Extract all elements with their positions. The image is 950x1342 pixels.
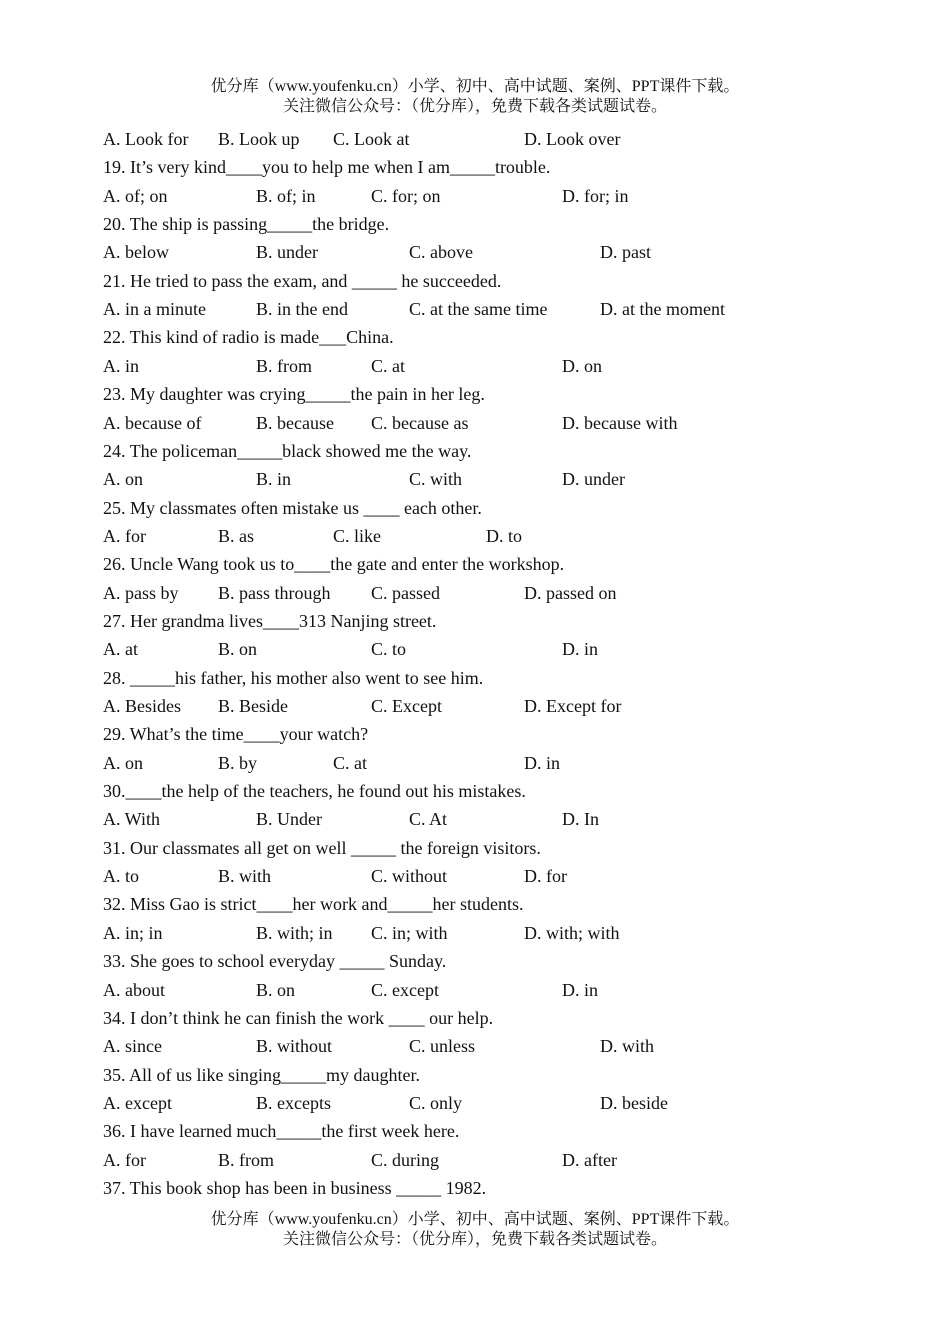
answer-option-d: D. Look over — [524, 129, 621, 149]
answer-option-a: A. Besides — [103, 696, 181, 716]
question-33 — [103, 947, 863, 975]
footer-line-1: 优分库（www.youfenku.cn）小学、初中、高中试题、案例、PPT课件下载。 — [210, 1211, 740, 1228]
answer-option-d: D. beside — [600, 1092, 668, 1113]
answer-option-a: A. about — [103, 979, 165, 1000]
answer-option-a: A. Look for — [103, 129, 189, 149]
question-24 — [103, 437, 863, 465]
options-row-q20 — [103, 238, 863, 266]
page-footer — [0, 1210, 950, 1250]
question-36 — [103, 1117, 863, 1145]
question-stem: 28. _____his father, his mother also went to see him. — [103, 667, 484, 688]
answer-option-a: A. for — [103, 1149, 146, 1170]
answer-option-b: B. by — [218, 752, 258, 773]
answer-option-b: B. of; in — [256, 185, 316, 206]
question-stem: 26. Uncle Wang took us to____the gate and enter the workshop. — [103, 554, 565, 575]
answer-option-c: C. except — [371, 979, 439, 1000]
footer-line-2: 关注微信公众号：（优分库），免费下载各类试题试卷。 — [282, 1231, 667, 1248]
question-35 — [103, 1061, 863, 1089]
page-header — [0, 77, 950, 117]
answer-option-a: A. in; in — [103, 922, 163, 943]
options-row-q24 — [103, 465, 863, 493]
answer-option-d: D. in — [562, 639, 598, 660]
answer-option-d: D. at the moment — [600, 299, 725, 320]
answer-option-c: C. Look at — [333, 129, 410, 149]
answer-option-c: C. during — [371, 1149, 440, 1170]
answer-option-b: B. as — [218, 525, 254, 546]
answer-option-b: B. without — [256, 1036, 333, 1057]
options-row-q28 — [103, 692, 863, 720]
answer-option-d: D. Except for — [524, 696, 622, 716]
answer-option-c: C. at — [333, 752, 367, 773]
answer-option-c: C. passed — [371, 582, 440, 603]
answer-option-c: C. to — [371, 639, 407, 660]
answer-option-c: C. only — [409, 1092, 463, 1113]
options-row-q27 — [103, 635, 863, 663]
question-stem: 35. All of us like singing_____my daughter. — [103, 1064, 420, 1085]
answer-option-b: B. from — [256, 355, 312, 376]
answer-option-c: C. above — [409, 242, 473, 263]
header-line-2: 关注微信公众号：（优分库），免费下载各类试题试卷。 — [282, 98, 667, 115]
options-row-q34 — [103, 1032, 863, 1060]
question-20 — [103, 210, 863, 238]
options-row-q26 — [103, 579, 863, 607]
question-stem: 21. He tried to pass the exam, and _____ he succeeded. — [103, 270, 502, 291]
answer-option-a: A. at — [103, 639, 138, 660]
answer-option-d: D. in — [562, 979, 598, 1000]
question-30 — [103, 777, 863, 805]
question-25 — [103, 494, 863, 522]
answer-option-c: C. at — [371, 355, 405, 376]
answer-option-c: C. for; on — [371, 185, 441, 206]
answer-option-a: A. on — [103, 752, 143, 773]
question-28 — [103, 664, 863, 692]
answer-option-d: D. in — [524, 752, 560, 773]
options-row-q18 — [103, 125, 863, 153]
answer-option-c: C. At — [409, 809, 448, 830]
question-stem: 31. Our classmates all get on well _____ the foreign visitors. — [103, 837, 541, 858]
answer-option-b: B. on — [218, 639, 258, 660]
answer-option-a: A. below — [103, 242, 169, 263]
question-stem: 23. My daughter was crying_____the pain in her leg. — [103, 384, 485, 405]
answer-option-a: A. With — [103, 809, 160, 830]
question-stem: 37. This book shop has been in business _____ 1982. — [103, 1177, 487, 1198]
answer-option-d: D. on — [562, 355, 602, 376]
answer-option-c: C. unless — [409, 1036, 476, 1057]
question-stem: 29. What’s the time____your watch? — [103, 724, 369, 745]
question-stem: 20. The ship is passing_____the bridge. — [103, 214, 390, 235]
answer-option-a: A. of; on — [103, 185, 168, 206]
question-26 — [103, 550, 863, 578]
options-row-q30 — [103, 805, 863, 833]
question-stem: 30.____the help of the teachers, he found out his mistakes. — [103, 781, 526, 802]
answer-option-b: B. pass through — [218, 582, 331, 603]
question-stem: 33. She goes to school everyday _____ Sunday. — [103, 951, 447, 972]
answer-option-d: D. for; in — [562, 185, 629, 206]
answer-option-a: A. on — [103, 469, 143, 490]
answer-option-a: A. pass by — [103, 582, 179, 603]
answer-option-a: A. in a minute — [103, 299, 206, 320]
answer-option-c: C. without — [371, 866, 448, 887]
question-32 — [103, 890, 863, 918]
question-stem: 22. This kind of radio is made___China. — [103, 327, 394, 348]
answer-option-b: B. because — [256, 412, 334, 433]
answer-option-a: A. to — [103, 866, 139, 887]
answer-option-b: B. excepts — [256, 1092, 331, 1113]
options-row-q31 — [103, 862, 863, 890]
answer-option-b: B. on — [256, 979, 296, 1000]
answer-option-b: B. in the end — [256, 299, 348, 320]
answer-option-c: C. because as — [371, 412, 469, 433]
answer-option-b: B. under — [256, 242, 318, 263]
question-37 — [103, 1174, 863, 1202]
options-row-q29 — [103, 749, 863, 777]
answer-option-a: A. except — [103, 1092, 172, 1113]
answer-option-b: B. Look up — [218, 129, 300, 149]
options-row-q33 — [103, 976, 863, 1004]
options-row-q36 — [103, 1146, 863, 1174]
answer-option-b: B. Beside — [218, 696, 288, 716]
answer-option-d: D. past — [600, 242, 651, 263]
answer-option-c: C. in; with — [371, 922, 448, 943]
question-stem: 36. I have learned much_____the first week here. — [103, 1121, 460, 1142]
answer-option-a: A. since — [103, 1036, 162, 1057]
answer-option-d: D. In — [562, 809, 599, 830]
answer-option-c: C. Except — [371, 696, 442, 716]
answer-option-b: B. Under — [256, 809, 322, 830]
options-row-q23 — [103, 409, 863, 437]
question-stem: 32. Miss Gao is strict____her work and_____her students. — [103, 894, 524, 915]
answer-option-d: D. passed on — [524, 582, 617, 603]
answer-option-b: B. with; in — [256, 922, 333, 943]
options-row-q32 — [103, 919, 863, 947]
answer-option-d: D. to — [486, 525, 522, 546]
answer-option-c: C. at the same time — [409, 299, 548, 320]
options-row-q25 — [103, 522, 863, 550]
question-23 — [103, 380, 863, 408]
options-row-q35 — [103, 1089, 863, 1117]
question-34 — [103, 1004, 863, 1032]
question-21 — [103, 267, 863, 295]
question-stem: 34. I don’t think he can finish the work ____ our help. — [103, 1007, 494, 1028]
header-line-1: 优分库（www.youfenku.cn）小学、初中、高中试题、案例、PPT课件下载。 — [210, 78, 740, 95]
answer-option-d: D. with — [600, 1036, 654, 1057]
options-row-q21 — [103, 295, 863, 323]
question-stem: 24. The policeman_____black showed me the way. — [103, 440, 472, 461]
answer-option-b: B. from — [218, 1149, 274, 1170]
question-31 — [103, 834, 863, 862]
answer-option-b: B. with — [218, 866, 272, 887]
question-29 — [103, 720, 863, 748]
answer-option-d: D. after — [562, 1149, 617, 1170]
options-row-q22 — [103, 352, 863, 380]
answer-option-b: B. in — [256, 469, 292, 490]
answer-option-d: D. under — [562, 469, 625, 490]
answer-option-c: C. with — [409, 469, 463, 490]
question-stem: 19. It’s very kind____you to help me when I am_____trouble. — [103, 157, 551, 178]
question-stem: 27. Her grandma lives____313 Nanjing street. — [103, 610, 437, 631]
question-22 — [103, 323, 863, 351]
question-19 — [103, 153, 863, 181]
question-stem: 25. My classmates often mistake us ____ each other. — [103, 497, 482, 518]
options-row-q19 — [103, 182, 863, 210]
answer-option-c: C. like — [333, 525, 381, 546]
answer-option-a: A. in — [103, 355, 139, 376]
question-27 — [103, 607, 863, 635]
answer-option-d: D. because with — [562, 412, 678, 433]
answer-option-d: D. for — [524, 866, 567, 887]
answer-option-d: D. with; with — [524, 922, 620, 943]
answer-option-a: A. for — [103, 525, 146, 546]
answer-option-a: A. because of — [103, 412, 202, 433]
